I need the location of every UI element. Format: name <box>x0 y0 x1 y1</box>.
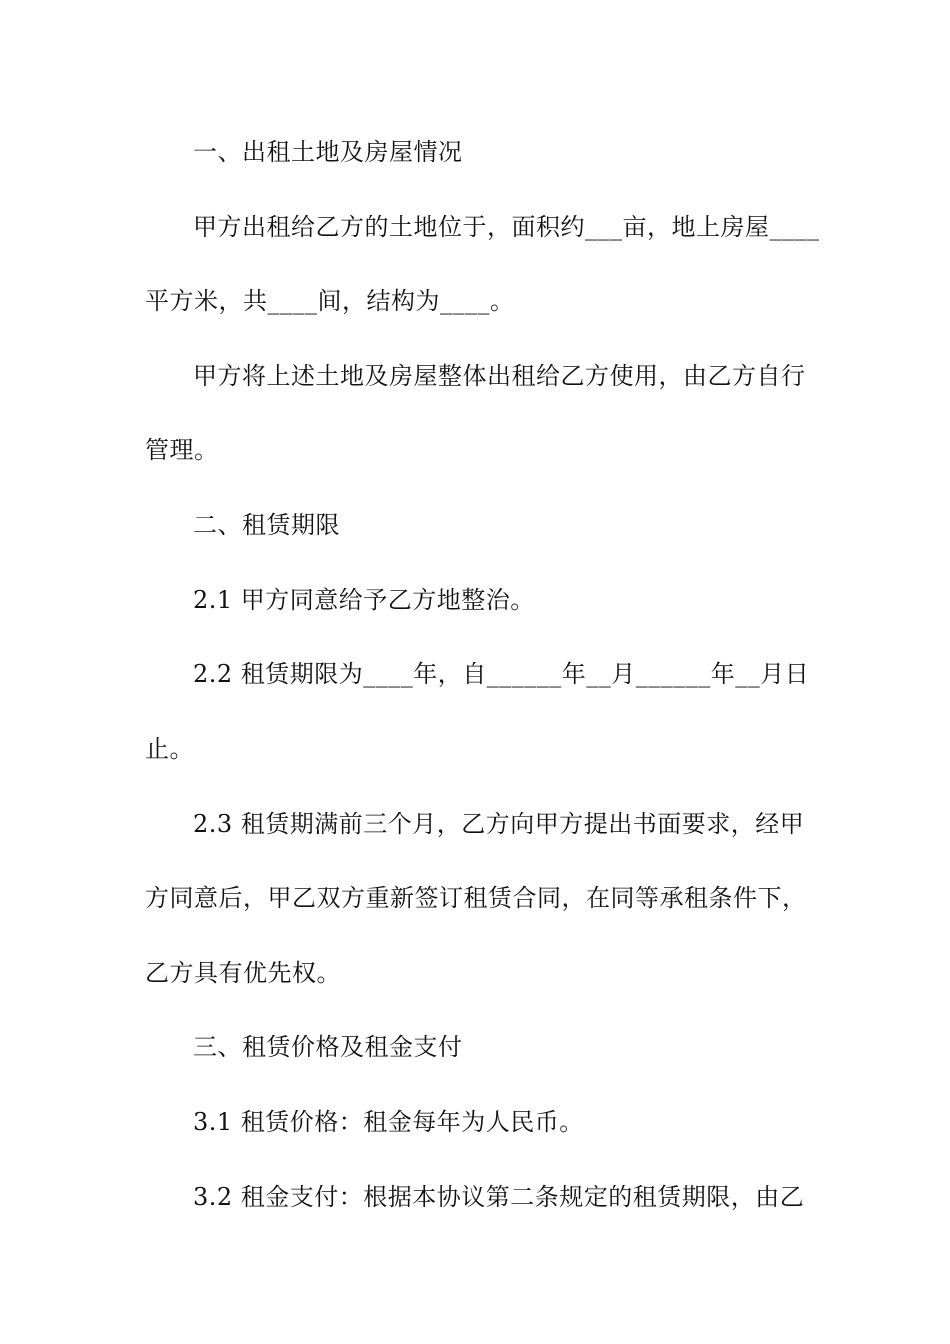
paragraph-line: 甲方出租给乙方的土地位于，面积约___亩，地上房屋____ <box>193 213 820 241</box>
paragraph-line: 管理。 <box>145 436 219 464</box>
paragraph-line: 乙方具有优先权。 <box>145 959 341 987</box>
clause-2-2: 2.2 租赁期限为____年，自______年__月______年__月日 <box>193 660 810 688</box>
section-heading-2: 二、租赁期限 <box>193 511 340 539</box>
clause-2-3: 2.3 租赁期满前三个月，乙方向甲方提出书面要求，经甲 <box>193 810 805 838</box>
clause-2-1: 2.1 甲方同意给予乙方地整治。 <box>193 586 535 614</box>
paragraph-line: 止。 <box>145 735 194 763</box>
clause-3-2: 3.2 租金支付：根据本协议第二条规定的租赁期限，由乙 <box>193 1183 805 1211</box>
section-heading-3: 三、租赁价格及租金支付 <box>193 1033 463 1061</box>
clause-3-1: 3.1 租赁价格：租金每年为人民币。 <box>193 1108 584 1136</box>
section-heading-1: 一、出租土地及房屋情况 <box>193 138 463 166</box>
paragraph-line: 甲方将上述土地及房屋整体出租给乙方使用，由乙方自行 <box>193 362 806 390</box>
paragraph-line: 方同意后，甲乙双方重新签订租赁合同，在同等承租条件下， <box>145 884 807 912</box>
paragraph-line: 平方米，共____间，结构为____。 <box>145 287 515 315</box>
